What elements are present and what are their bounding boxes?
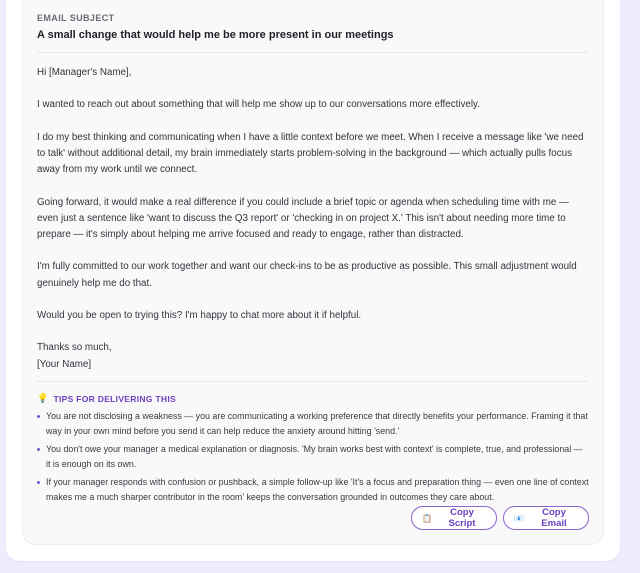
email-greeting: Hi [Manager's Name], [37,67,132,78]
envelope-icon: 📧 [514,513,524,523]
email-body [37,65,589,373]
email-paragraph: I wanted to reach out about something that will help me show up to our conversations more effectively. [37,99,480,111]
copy-script-button[interactable] [411,506,497,530]
email-paragraph: Going forward, it would make a real difference if you could include a brief topic or agenda when scheduling time with me — even just a sentence like 'want to discuss the Q3 report' or 'checking in on project X.' This isn't about needing more time to prepare — it's simply about helping me arrive focused and ready to engage, rather than distracted. [37,196,569,240]
tip-item: If your manager responds with confusion or pushback, a simple follow-up like 'It's a focus and preparation thing — even one line of context makes me a much sharper contributor in the room' keeps the conversation grounded in outcomes they care about. [37,475,589,505]
action-buttons [411,506,589,530]
tip-item: You don't owe your manager a medical explanation or diagnosis. 'My brain works best with context' is complete, true, and professional — it is enough on its own. [37,442,589,472]
tips-header [37,393,176,404]
email-panel [22,0,604,545]
tip-item: You are not disclosing a weakness — you are communicating a working preference that directly benefits your performance. Framing it that way in your own mind before you send it can help reduce the anxiety around hitting 'send.' [37,409,589,439]
tips-title: TIPS FOR DELIVERING THIS [53,393,176,404]
subject-label: EMAIL SUBJECT [37,13,115,23]
result-card [6,0,620,561]
copy-script-label: Copy Script [448,507,476,529]
tips-list [37,409,589,508]
email-paragraph: I do my best thinking and communicating when I have a little context before we meet. When I receive a message like 'we need to talk' without additional detail, my brain immediately starts problem-solving in the background — which actually pulls focus away from my work until we connect. [37,131,584,176]
email-signature: [Your Name] [37,358,92,370]
email-signoff: Thanks so much, [37,342,112,354]
lightbulb-icon: 💡 [37,393,49,403]
copy-email-button[interactable] [503,506,589,530]
email-subject: A small change that would help me be more present in our meetings [37,29,394,41]
email-paragraph: I'm fully committed to our work together and want our check-ins to be as productive as possible. This small adjustment would genuinely help me do that. [37,261,577,289]
divider [37,52,588,53]
email-paragraph: Would you be open to trying this? I'm happy to chat more about it if helpful. [37,309,362,321]
divider [37,381,588,382]
clipboard-icon: 📋 [422,513,432,523]
copy-email-label: Copy Email [541,507,567,529]
